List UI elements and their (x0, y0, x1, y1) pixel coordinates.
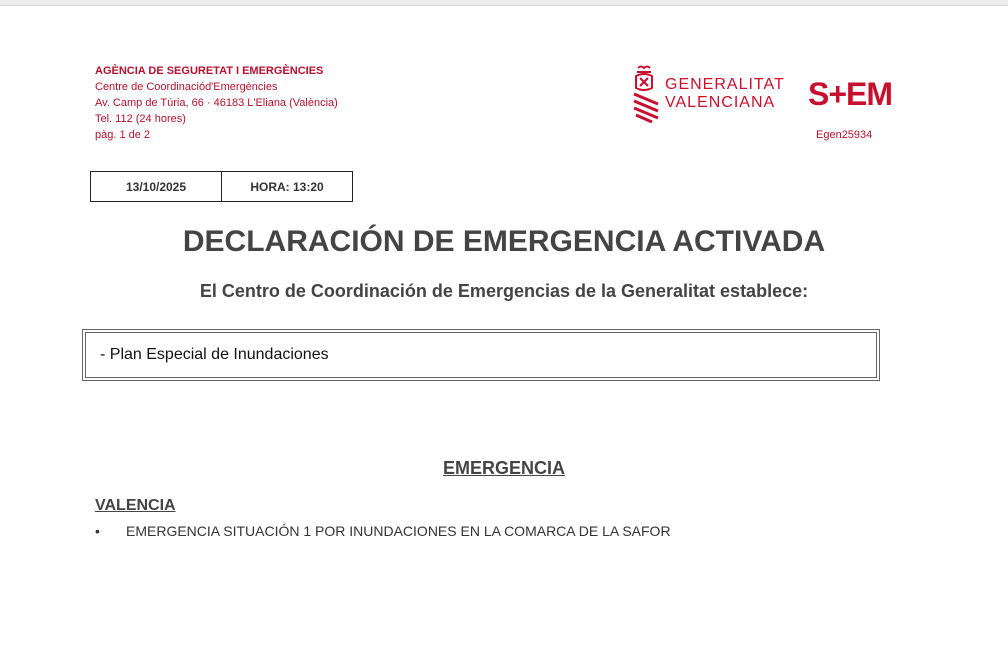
reference-code: Egen25934 (816, 129, 873, 141)
agency-name: AGÈNCIA DE SEGURETAT I EMERGÈNCIES (95, 65, 324, 77)
viewer-top-bar (0, 0, 1008, 6)
page-subtitle: El Centro de Coordinación de Emergencias de la Generalitat establece: (199, 281, 809, 301)
bullet-icon: • (95, 523, 100, 539)
generalitat-wordmark (665, 76, 785, 112)
date-cell: 13/10/2025 (125, 179, 187, 194)
generalitat-logo (632, 64, 785, 124)
page-number: pàg. 1 de 2 (95, 129, 151, 141)
date-time-box (90, 171, 353, 202)
phone: Tel. 112 (24 hores) (95, 113, 186, 125)
generalitat-emblem-icon (632, 64, 660, 124)
sender-info (95, 63, 338, 143)
page-title: DECLARACIÓN DE EMERGENCIA ACTIVADA (182, 225, 826, 258)
time-cell: HORA: 13:20 (221, 172, 352, 201)
section-heading: EMERGENCIA (442, 458, 565, 478)
list-item-text: EMERGENCIA SITUACIÓN 1 POR INUNDACIONES EN LA COMARCA DE LA SAFOR (126, 523, 671, 539)
center-name: Centre de Coordinaciód'Emergències (95, 81, 278, 93)
list-item (95, 523, 671, 539)
address: Av. Camp de Túria, 66 · 46183 L'Eliana (València) (95, 97, 338, 109)
plan-box (82, 329, 880, 381)
valenciana-word: VALENCIANA (665, 94, 776, 111)
generalitat-word: GENERALITAT (665, 76, 785, 93)
region-heading: VALENCIA (95, 497, 176, 514)
plan-text: - Plan Especial de Inundaciones (85, 332, 877, 378)
sem-logo: S+EM (808, 76, 893, 112)
